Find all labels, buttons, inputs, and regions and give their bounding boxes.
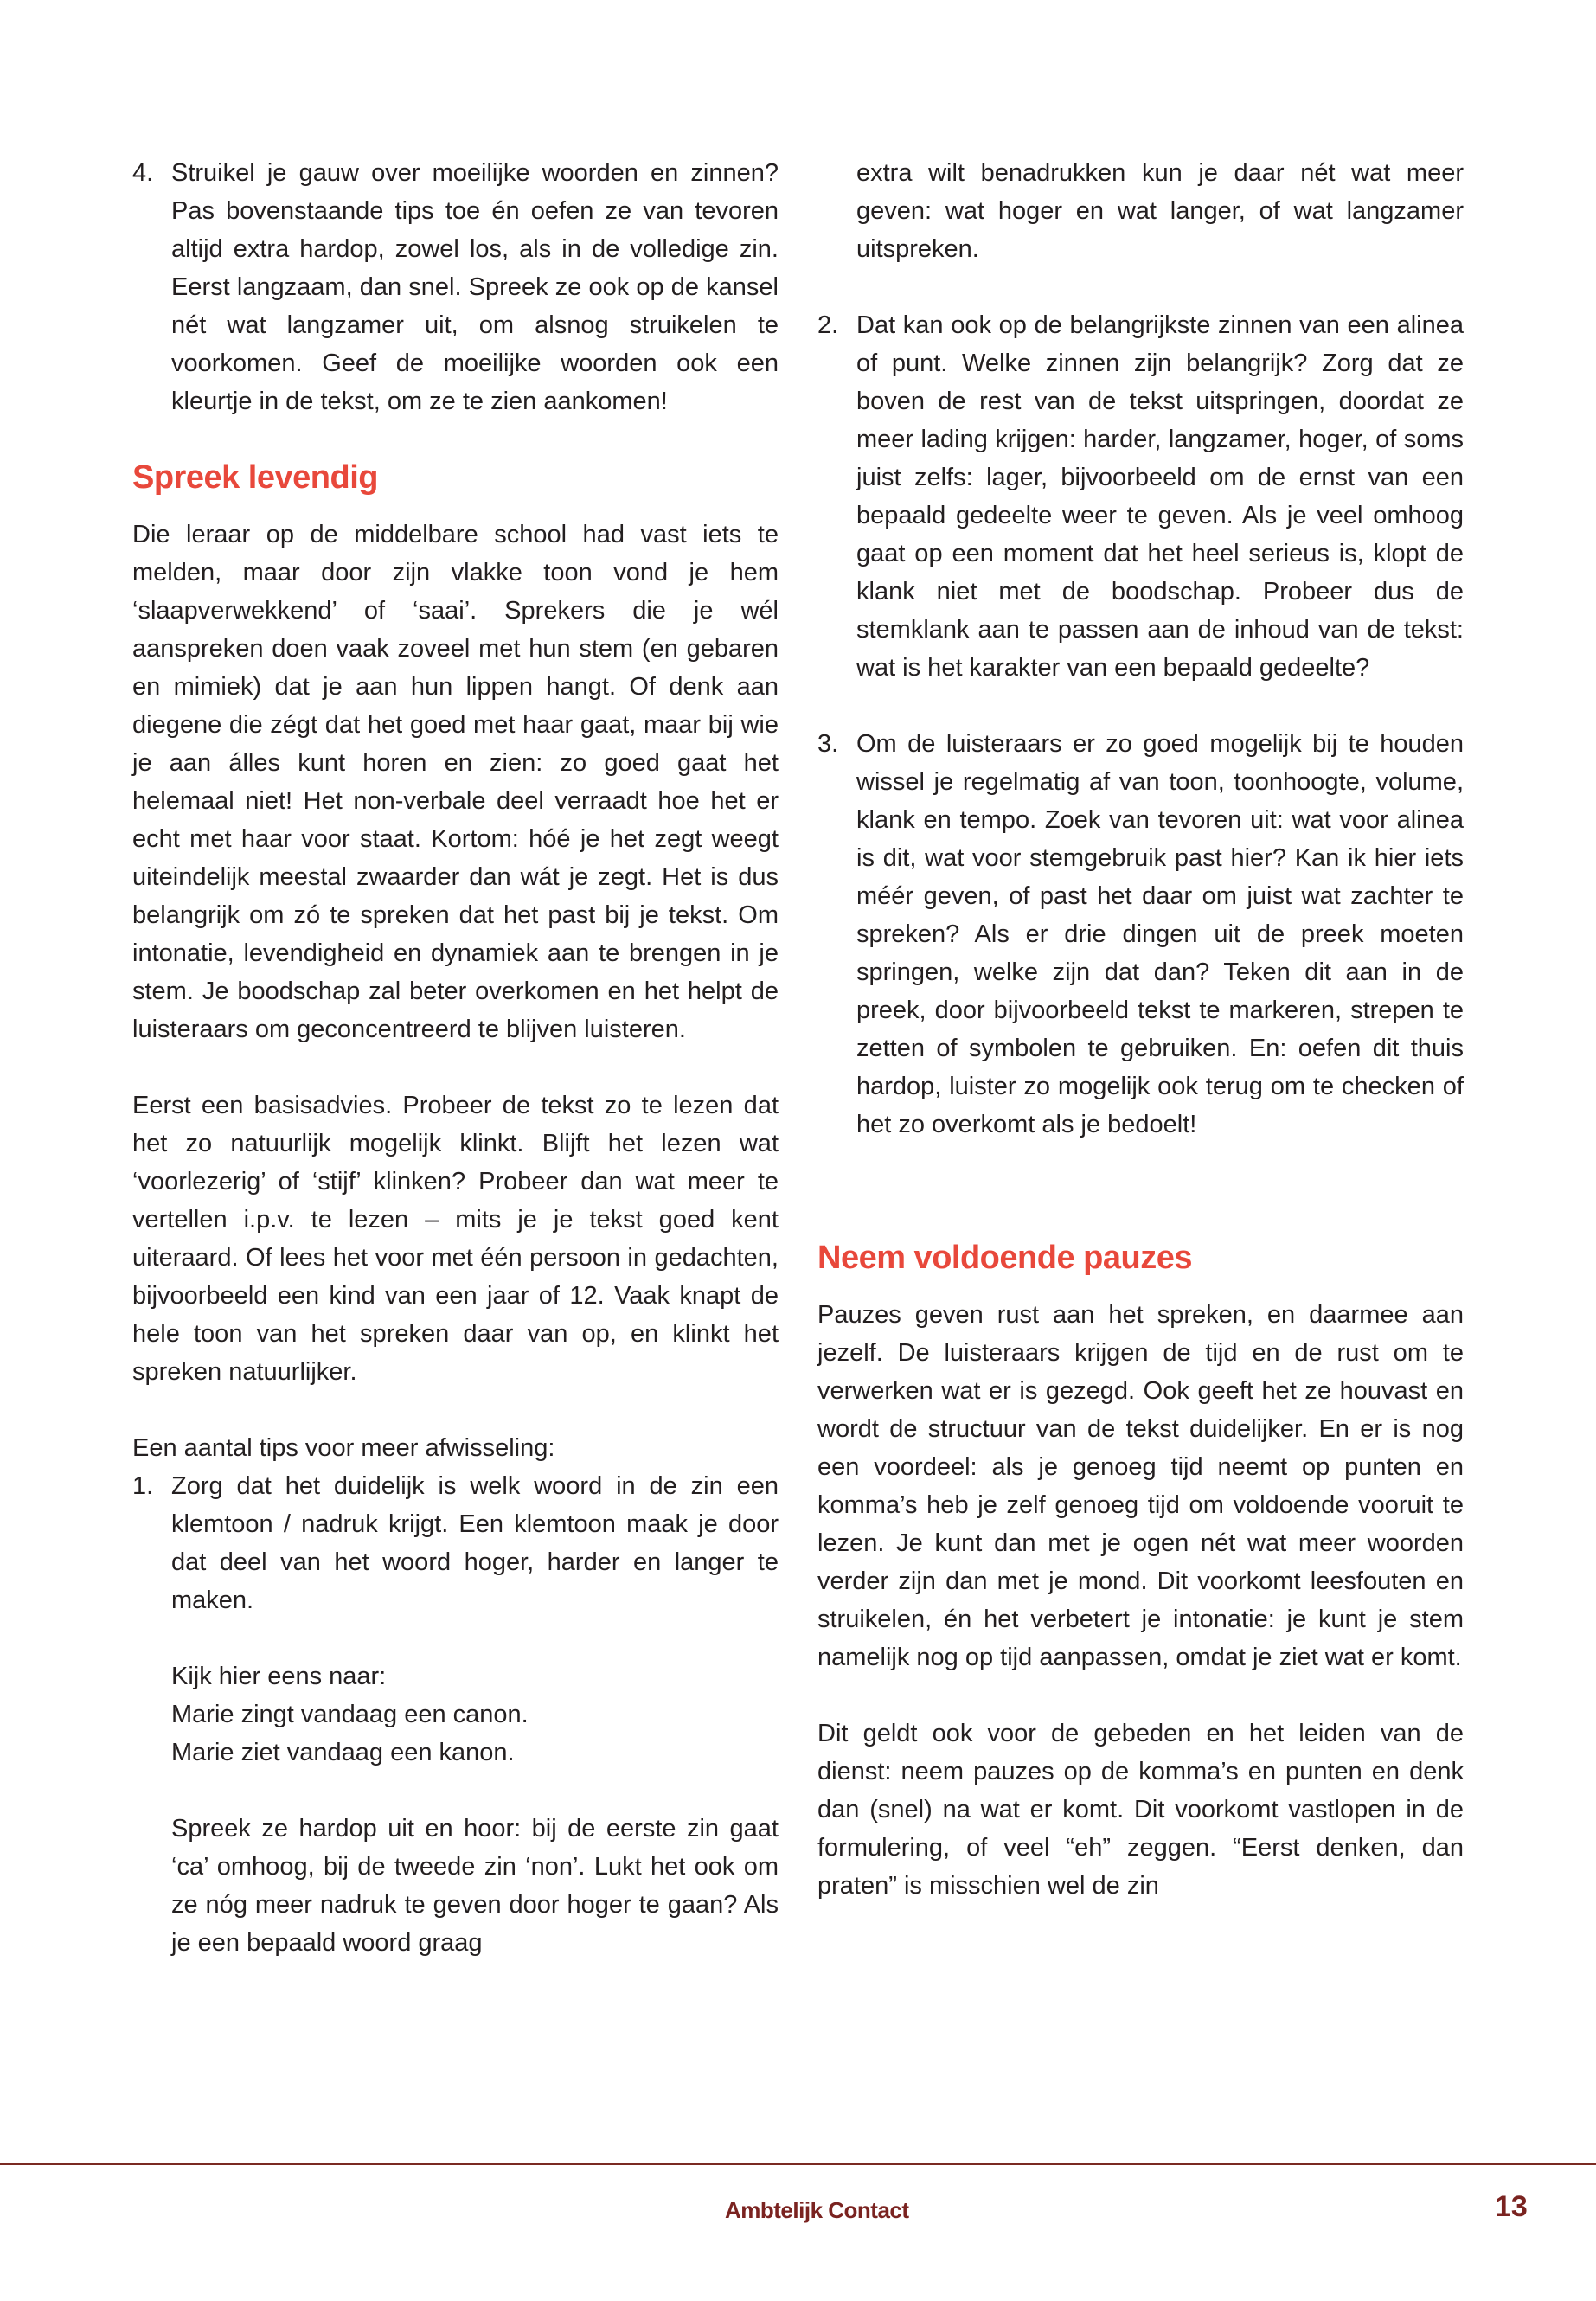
list-item-text: Dat kan ook op de belangrijkste zinnen van een alinea of punt. Welke zinnen zijn belangrijk? Zorg dat ze boven de rest van de tekst uitspringen, doordat ze meer lading krijgen: harder, langzamer, hoger, of soms juist zelfs: lager, bijvoorbeeld om de ernst van een bepaald gedeelte weer te geven. Als je veel omhoog gaat op een moment dat het heel serieus is, klopt de klank niet met de boodschap. Probeer dus de stemklank aan te passen aan de inhoud van de tekst: wat is het karakter van een bepaald gedeelte? xyxy=(856,311,1464,682)
publication-title: Ambtelijk Contact xyxy=(725,2197,909,2223)
paragraph: Eerst een basisadvies. Probeer de tekst zo te lezen dat het zo natuurlijk mogelijk klinkt. Blijft het lezen wat ‘voorlezerig’ of ‘stijf’ klinken? Probeer dan wat meer te vertellen i.p.v. te lezen – mits je je tekst goed kent uiteraard. Of lees het voor met één persoon in gedachten, bijvoorbeeld een kind van een jaar of 12. Vaak knapt de hele toon van het spreken daar van op, en klinkt het spreken natuurlijker. xyxy=(132,1092,779,1386)
footer-divider xyxy=(0,2163,1596,2165)
example-sentence: Marie zingt vandaag een canon. xyxy=(171,1701,529,1728)
list-number: 1. xyxy=(132,1472,154,1500)
left-column xyxy=(132,154,779,2000)
example-sentence: Marie ziet vandaag een kanon. xyxy=(171,1739,515,1766)
list-item-4 xyxy=(132,154,779,420)
list-item-1-followup: Spreek ze hardop uit en hoor: bij de eerste zin gaat ‘ca’ omhoog, bij de tweede zin ‘non’. Lukt het ook om ze nóg meer nadruk te geven door hoger te gaan? Als je een bepaald woord graag xyxy=(171,1815,779,1957)
tips-intro: Een aantal tips voor meer afwisseling: xyxy=(132,1434,555,1462)
list-item-text: Struikel je gauw over moeilijke woorden en zinnen? Pas bovenstaande tips toe én oefen ze van tevoren altijd extra hardop, zowel los, als in de volledige zin. Eerst langzaam, dan snel. Spreek ze ook op de kansel nét wat langzamer uit, om alsnog struikelen te voorkomen. Geef de moeilijke woorden ook een kleurtje in de tekst, om ze te zien aankomen! xyxy=(171,159,779,415)
list-number: 4. xyxy=(132,159,154,187)
paragraph: Dit geldt ook voor de gebeden en het leiden van de dienst: neem pauzes op de komma’s en punten en denk dan (snel) na wat er komt. Dit voorkomt vastlopen in de formulering, of veel “eh” zeggen. “Eerst denken, dan praten” is misschien wel de zin xyxy=(817,1720,1464,1900)
list-item-2 xyxy=(817,306,1464,687)
page-number: 13 xyxy=(1495,2190,1528,2223)
paragraph: Die leraar op de middelbare school had vast iets te melden, maar door zijn vlakke toon vond je hem ‘slaapverwekkend’ of ‘saai’. Sprekers die je wél aanspreken doen vaak zoveel met hun stem (en gebaren en mimiek) dat je aan hun lippen hangt. Of denk aan diegene die zégt dat het goed met haar gaat, maar bij wie je aan álles kunt horen en zien: zo goed gaat het helemaal niet! Het non-verbale deel verraadt hoe het er echt met haar voor staat. Kortom: hóé je het zegt weegt uiteindelijk meestal zwaarder dan wát je zegt. Het is dus belangrijk om zó te spreken dat het past bij je tekst. Om intonatie, levendigheid en dynamiek aan te brengen in je stem. Je boodschap zal beter overkomen en het helpt de luisteraars om geconcentreerd te blijven luisteren. xyxy=(132,521,779,1043)
list-item-3 xyxy=(817,725,1464,1144)
list-item-1 xyxy=(132,1467,779,1619)
list-item-text: Zorg dat het duidelijk is welk woord in de zin een klemtoon / nadruk krijgt. Een klemtoon maak je door dat deel van het woord hoger, harder en langer te maken. xyxy=(171,1472,779,1614)
example-block xyxy=(132,1657,779,1772)
list-number: 2. xyxy=(817,311,839,339)
section-heading-neem-voldoende-pauzes: Neem voldoende pauzes xyxy=(817,1240,1192,1276)
section-heading-spreek-levendig: Spreek levendig xyxy=(132,459,378,496)
example-intro: Kijk hier eens naar: xyxy=(171,1663,387,1690)
right-column xyxy=(817,154,1464,1943)
list-item-1-continued: extra wilt benadrukken kun je daar nét wat meer geven: wat hoger en wat langer, of wat langzamer uitspreken. xyxy=(856,159,1464,263)
paragraph: Pauzes geven rust aan het spreken, en daarmee aan jezelf. De luisteraars krijgen de tijd en de rust om te verwerken wat er is gezegd. Ook geeft het ze houvast en wordt de structuur van de tekst duidelijker. En er is nog een voordeel: als je genoeg tijd neemt op punten en komma’s heb je zelf genoeg tijd om voldoende vooruit te lezen. Je kunt dan met je ogen nét wat meer woorden verder zijn dan met je mond. Dit voorkomt leesfouten en struikelen, én het verbetert je intonatie: je kunt je stem namelijk nog op tijd aanpassen, omdat je ziet wat er komt. xyxy=(817,1301,1464,1671)
list-number: 3. xyxy=(817,730,839,758)
list-item-text: Om de luisteraars er zo goed mogelijk bij te houden wissel je regelmatig af van toon, toonhoogte, volume, klank en tempo. Zoek van tevoren uit: wat voor alinea is dit, wat voor stemgebruik past hier? Kan ik hier iets méér geven, of past het daar om juist wat zachter te spreken? Als er drie dingen uit de preek moeten springen, welke zijn dat dan? Teken dit aan in de preek, door bijvoorbeeld tekst te markeren, strepen te zetten of symbolen te gebruiken. En: oefen dit thuis hardop, luister zo mogelijk ook terug om te checken of het zo overkomt als je bedoelt! xyxy=(856,730,1464,1138)
